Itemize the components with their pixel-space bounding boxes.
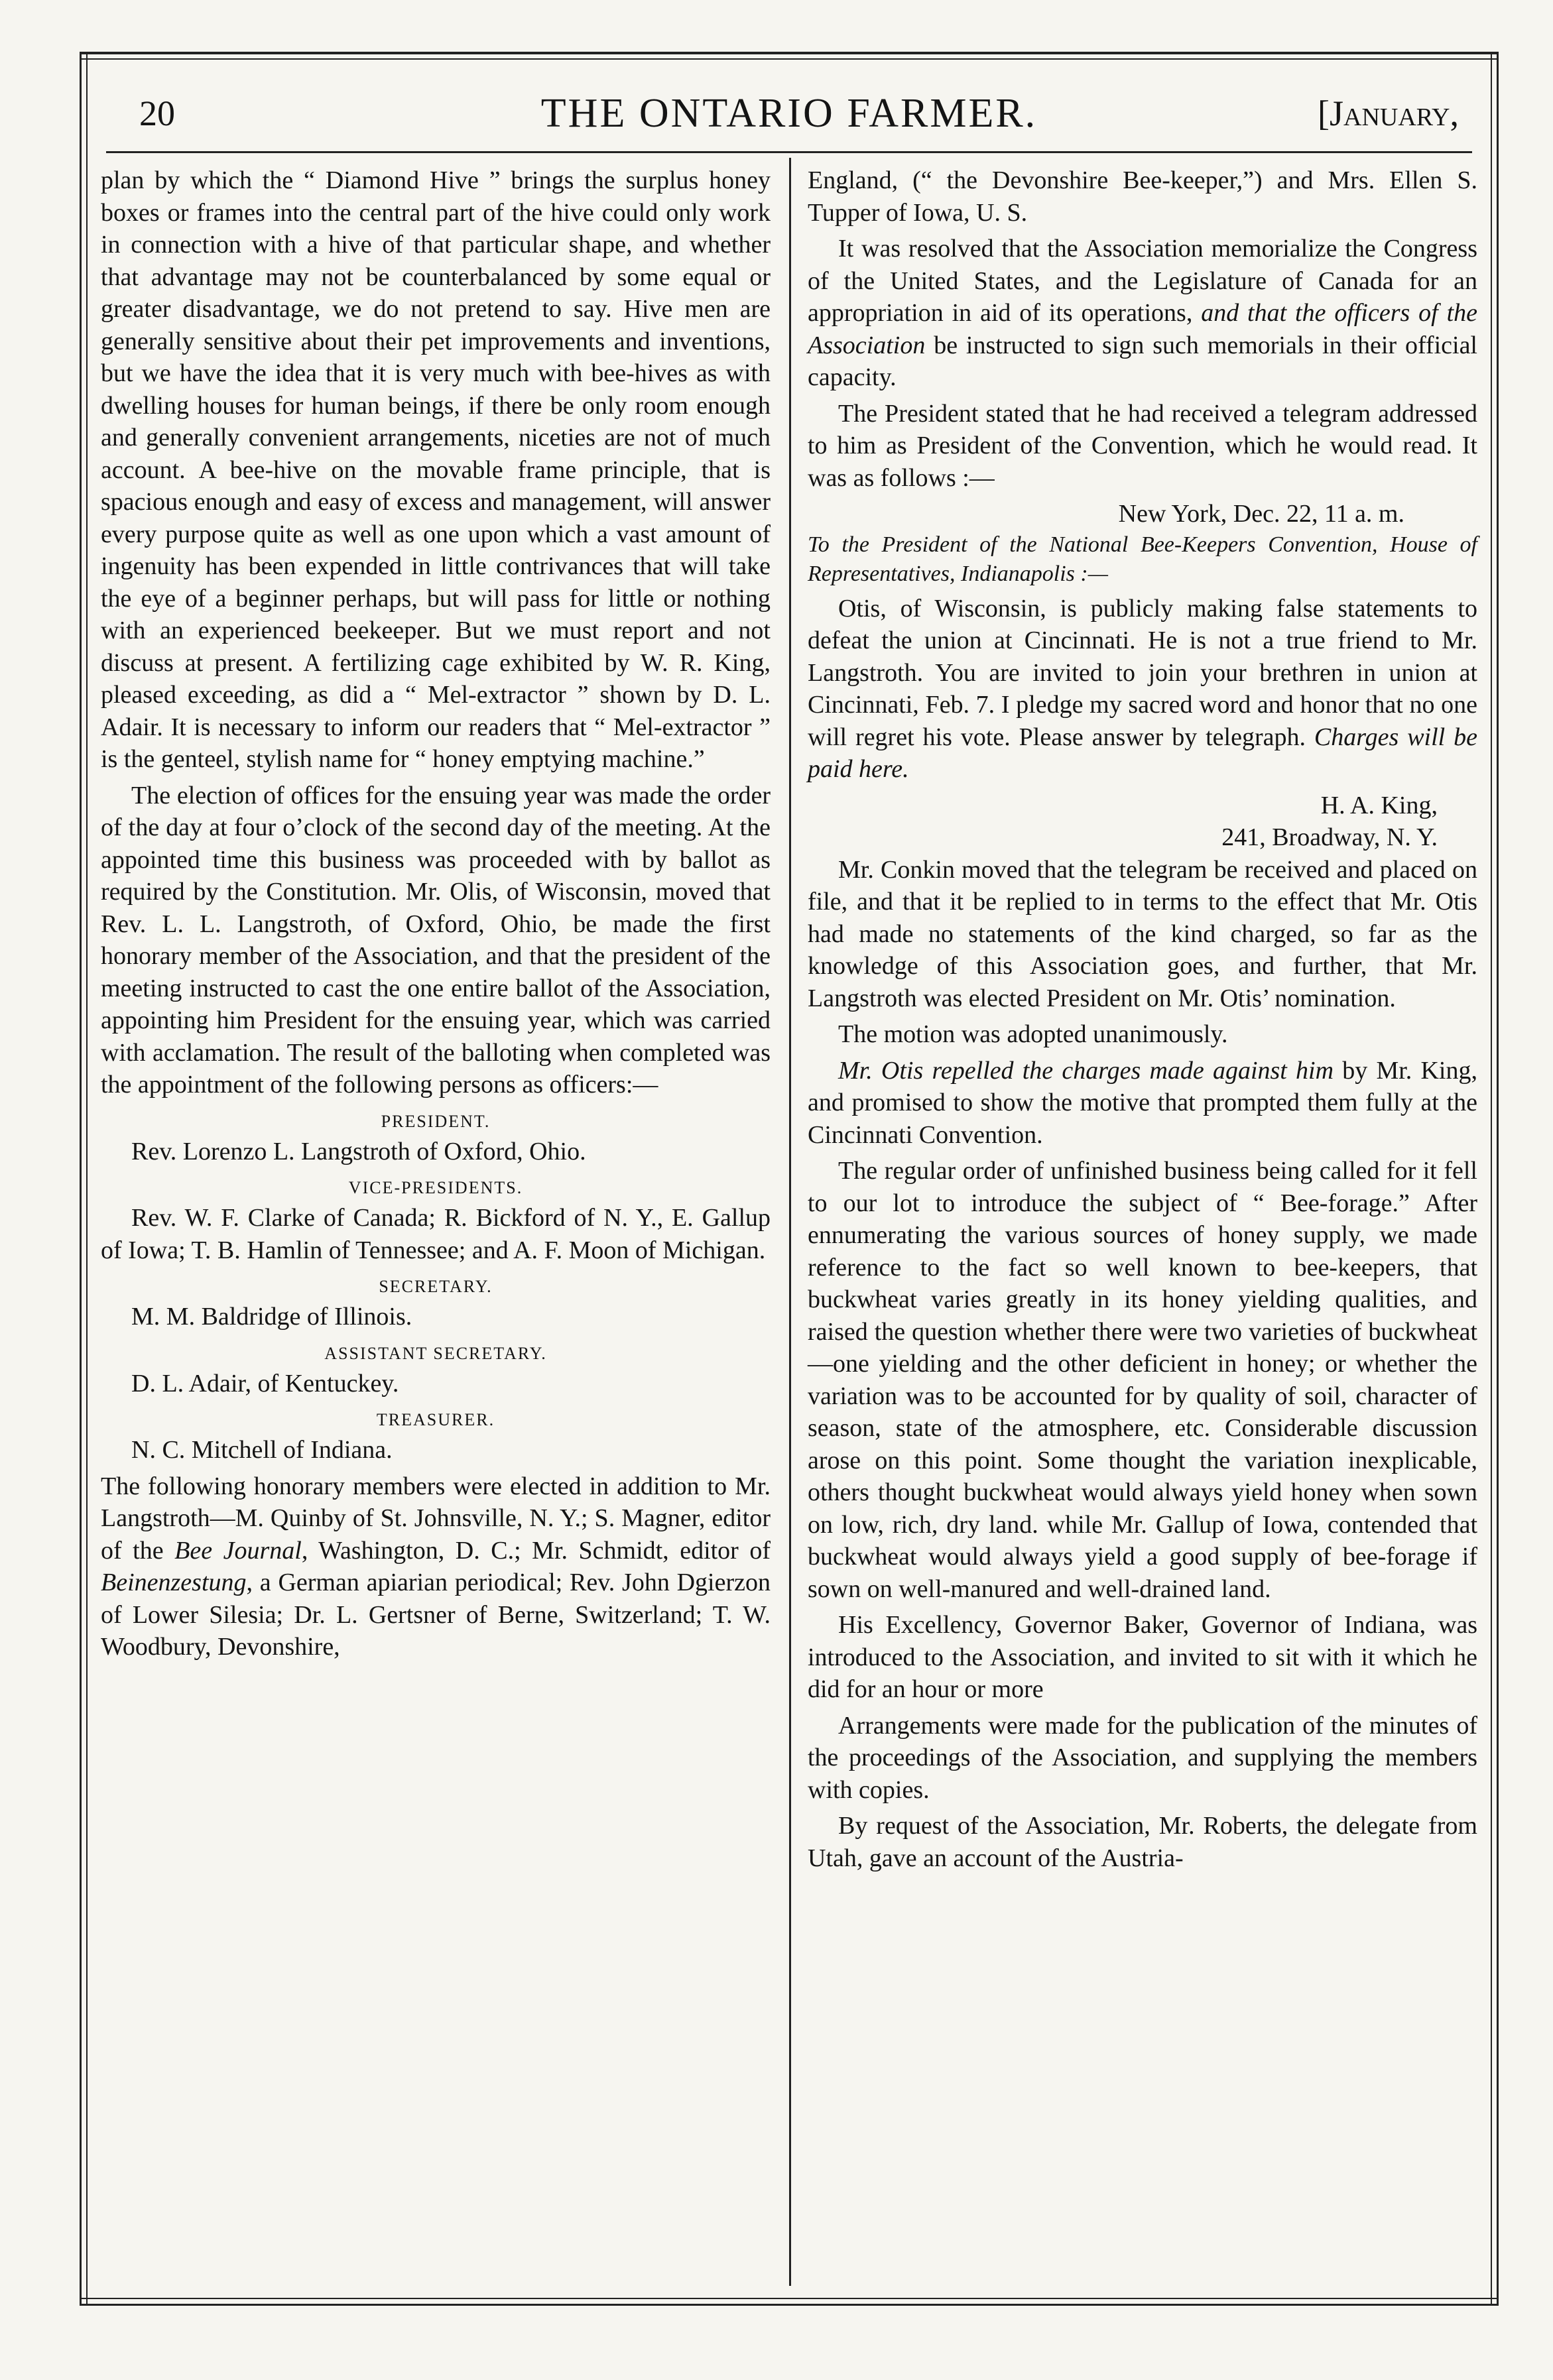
journal-title: THE ONTARIO FARMER.: [540, 91, 1038, 136]
text-run: It was resolved that the Association memorialize the Congress of the United States, and the Legislature of Canada for an appropriation in aid of its operations,: [808, 235, 1477, 327]
officer-entry: Rev. W. F. Clarke of Canada; R. Bickford of N. Y., E. Gallup of Iowa; T. B. Hamlin of Tennessee; and A. F. Moon of Michigan.: [101, 1204, 771, 1264]
paragraph: Mr. Conkin moved that the telegram be received and placed on file, and that it be replied to in terms to the effect that Mr. Otis had made no statements of the kind charged, so far as the knowledge of this Association goes, and further, that Mr. Langstroth was elected President on Mr. Otis’ nomination.: [808, 855, 1477, 1012]
top-rule: [80, 52, 1499, 54]
telegram-dateline: New York, Dec. 22, 11 a. m.: [1118, 500, 1404, 528]
section-heading: SECRETARY.: [379, 1277, 493, 1296]
officer-entry: M. M. Baldridge of Illinois.: [131, 1303, 412, 1331]
section-heading: TREASURER.: [376, 1410, 495, 1429]
newspaper-page: [80, 52, 1499, 2306]
telegram-address: To the President of the National Bee-Keepers Convention, House of Representatives, Indianapolis :—: [808, 532, 1477, 586]
top-rule-inner: [80, 58, 1499, 60]
officer-entry: D. L. Adair, of Kentuckey.: [131, 1369, 399, 1398]
telegram-address-line: 241, Broadway, N. Y.: [1221, 823, 1438, 851]
telegram-body: [808, 593, 1477, 786]
section-heading: VICE-PRESIDENTS.: [348, 1178, 523, 1197]
paragraph: [808, 1055, 1477, 1152]
paragraph: The election of offices for the ensuing year was made the order of the day at four o’clock of the second day of the meeting. At the appointed time this business was proceeded with by ballot as required by the Constitution. Mr. Olis, of Wisconsin, moved that Rev. L. L. Langstroth, of Oxford, Ohio, be made the first honorary member of the Association, and that the president of the meeting instructed to cast the one entire ballot of the Association, appointing him President for the ensuing year, which was carried with acclamation. The result of the balloting when completed was the appointment of the following persons as officers:—: [101, 781, 771, 1099]
paragraph: His Excellency, Governor Baker, Governor of Indiana, was introduced to the Association, and invited to sit with it which he did for an hour or more: [808, 1611, 1477, 1703]
right-column: [808, 164, 1477, 2279]
left-column: [101, 164, 771, 2279]
italic-run: and that the officers of the Association: [808, 299, 1477, 359]
paragraph: The President stated that he had received a telegram addressed to him as President of the Convention, which he would read. It was as follows :—: [808, 399, 1477, 492]
text-run: be instructed to sign such memorials in their official capacity.: [808, 331, 1477, 391]
issue-month: [January,: [1318, 93, 1459, 133]
italic-run: Charges will be paid here.: [808, 723, 1478, 783]
paragraph: By request of the Association, Mr. Roberts, the delegate from Utah, gave an account of the Austria-: [808, 1812, 1477, 1872]
text-run: , a German apiarian periodical; Rev. John Dgierzon of Lower Silesia; Dr. L. Gertsner of Berne, Switzerland; T. W. Woodbury, Devonshire,: [101, 1569, 771, 1661]
text-run: , Washington, D. C.; Mr. Schmidt, editor of: [301, 1536, 771, 1565]
italic-run: Mr. Otis repelled the charges made against him: [838, 1056, 1334, 1085]
section-heading: PRESIDENT.: [381, 1111, 491, 1131]
column-divider: [789, 158, 791, 2286]
paragraph: [101, 1470, 771, 1663]
telegram-signature: H. A. King,: [1320, 791, 1438, 819]
italic-run: Beinenzestung: [101, 1569, 247, 1596]
page-number: 20: [139, 93, 175, 133]
paragraph: plan by which the “ Diamond Hive ” brings the surplus honey boxes or frames into the central part of the hive could only work in connection with a hive of that particular shape, and whether that advantage may not be counterbalanced by some equal or greater disadvantage, we do not pretend to say. Hive men are generally sensitive about their pet improvements and inventions, but we have the idea that it is very much with bee-hives as with dwelling houses for human beings, if there be only room enough and generally convenient arrangements, niceties are not of much account. A bee-hive on the movable frame principle, that is spacious enough and easy of excess and management, will answer every purpose quite as well as one upon which a vast amount of ingenuity has been expended in little contrivances that will take the eye of a beginner perhaps, but will pass for little or nothing with an experienced beekeeper. But we must report and not discuss at present. A fertilizing cage exhibited by W. R. King, pleased exceeding, as did a “ Mel-extractor ” shown by D. L. Adair. It is necessary to inform our readers that “ Mel-extractor ” is the genteel, stylish name for “ honey emptying machine.”: [101, 166, 771, 773]
text-run: Otis, of Wisconsin, is publicly making false statements to defeat the union at Cincinnati. He is not a true friend to Mr. Langstroth. You are invited to join your brethren in union at Cincinnati, Feb. 7. I pledge my sacred word and honor that no one will regret his vote. Please answer by telegraph.: [808, 594, 1477, 751]
right-frame: [1497, 52, 1499, 2306]
paragraph: Arrangements were made for the publication of the minutes of the proceedings of the Association, and supplying the members with copies.: [808, 1711, 1477, 1804]
right-frame-inner: [1491, 52, 1492, 2306]
header-rule: [106, 151, 1472, 153]
officer-entry: Rev. Lorenzo L. Langstroth of Oxford, Ohio.: [131, 1137, 586, 1165]
italic-run: Bee Journal: [174, 1536, 302, 1565]
bottom-rule-inner: [80, 2298, 1499, 2299]
page-header: [106, 78, 1472, 145]
left-frame-inner: [86, 52, 88, 2306]
paragraph: England, (“ the Devonshire Bee-keeper,”) and Mrs. Ellen S. Tupper of Iowa, U. S.: [808, 166, 1477, 227]
text-run: by Mr. King, and promised to show the motive that prompted them fully at the Cincinnati Convention.: [808, 1056, 1477, 1149]
text-run: The following honorary members were elected in addition to Mr. Langstroth—M. Quinby of St. Johnsville, N. Y.; S. Magner, editor of the: [101, 1472, 771, 1565]
section-heading: ASSISTANT SECRETARY.: [324, 1343, 547, 1363]
officer-entry: N. C. Mitchell of Indiana.: [131, 1436, 393, 1464]
paragraph: [808, 233, 1477, 394]
paragraph: The regular order of unfinished business being called for it fell to our lot to introduce the subject of “ Bee-forage.” After ennumerating the various sources of honey supply, we made reference to the fact so well known to bee-keepers, that buckwheat varies greatly in its honey yielding qualities, and raised the question whether there were two varieties of buckwheat—one yielding and the other deficient in honey; or whether the variation was to be accounted for by quality of soil, character of season, state of the atmosphere, etc. Considerable discussion arose on this point. Some thought the variation inexplicable, others thought buckwheat would always yield honey when sown on low, rich, dry land. while Mr. Gallup of Iowa, contended that buckwheat would always yield a good supply of bee-forage if sown on well-manured and well-drained land.: [808, 1157, 1477, 1603]
paragraph: The motion was adopted unanimously.: [838, 1020, 1228, 1048]
bottom-rule: [80, 2304, 1499, 2306]
left-frame: [80, 52, 82, 2306]
